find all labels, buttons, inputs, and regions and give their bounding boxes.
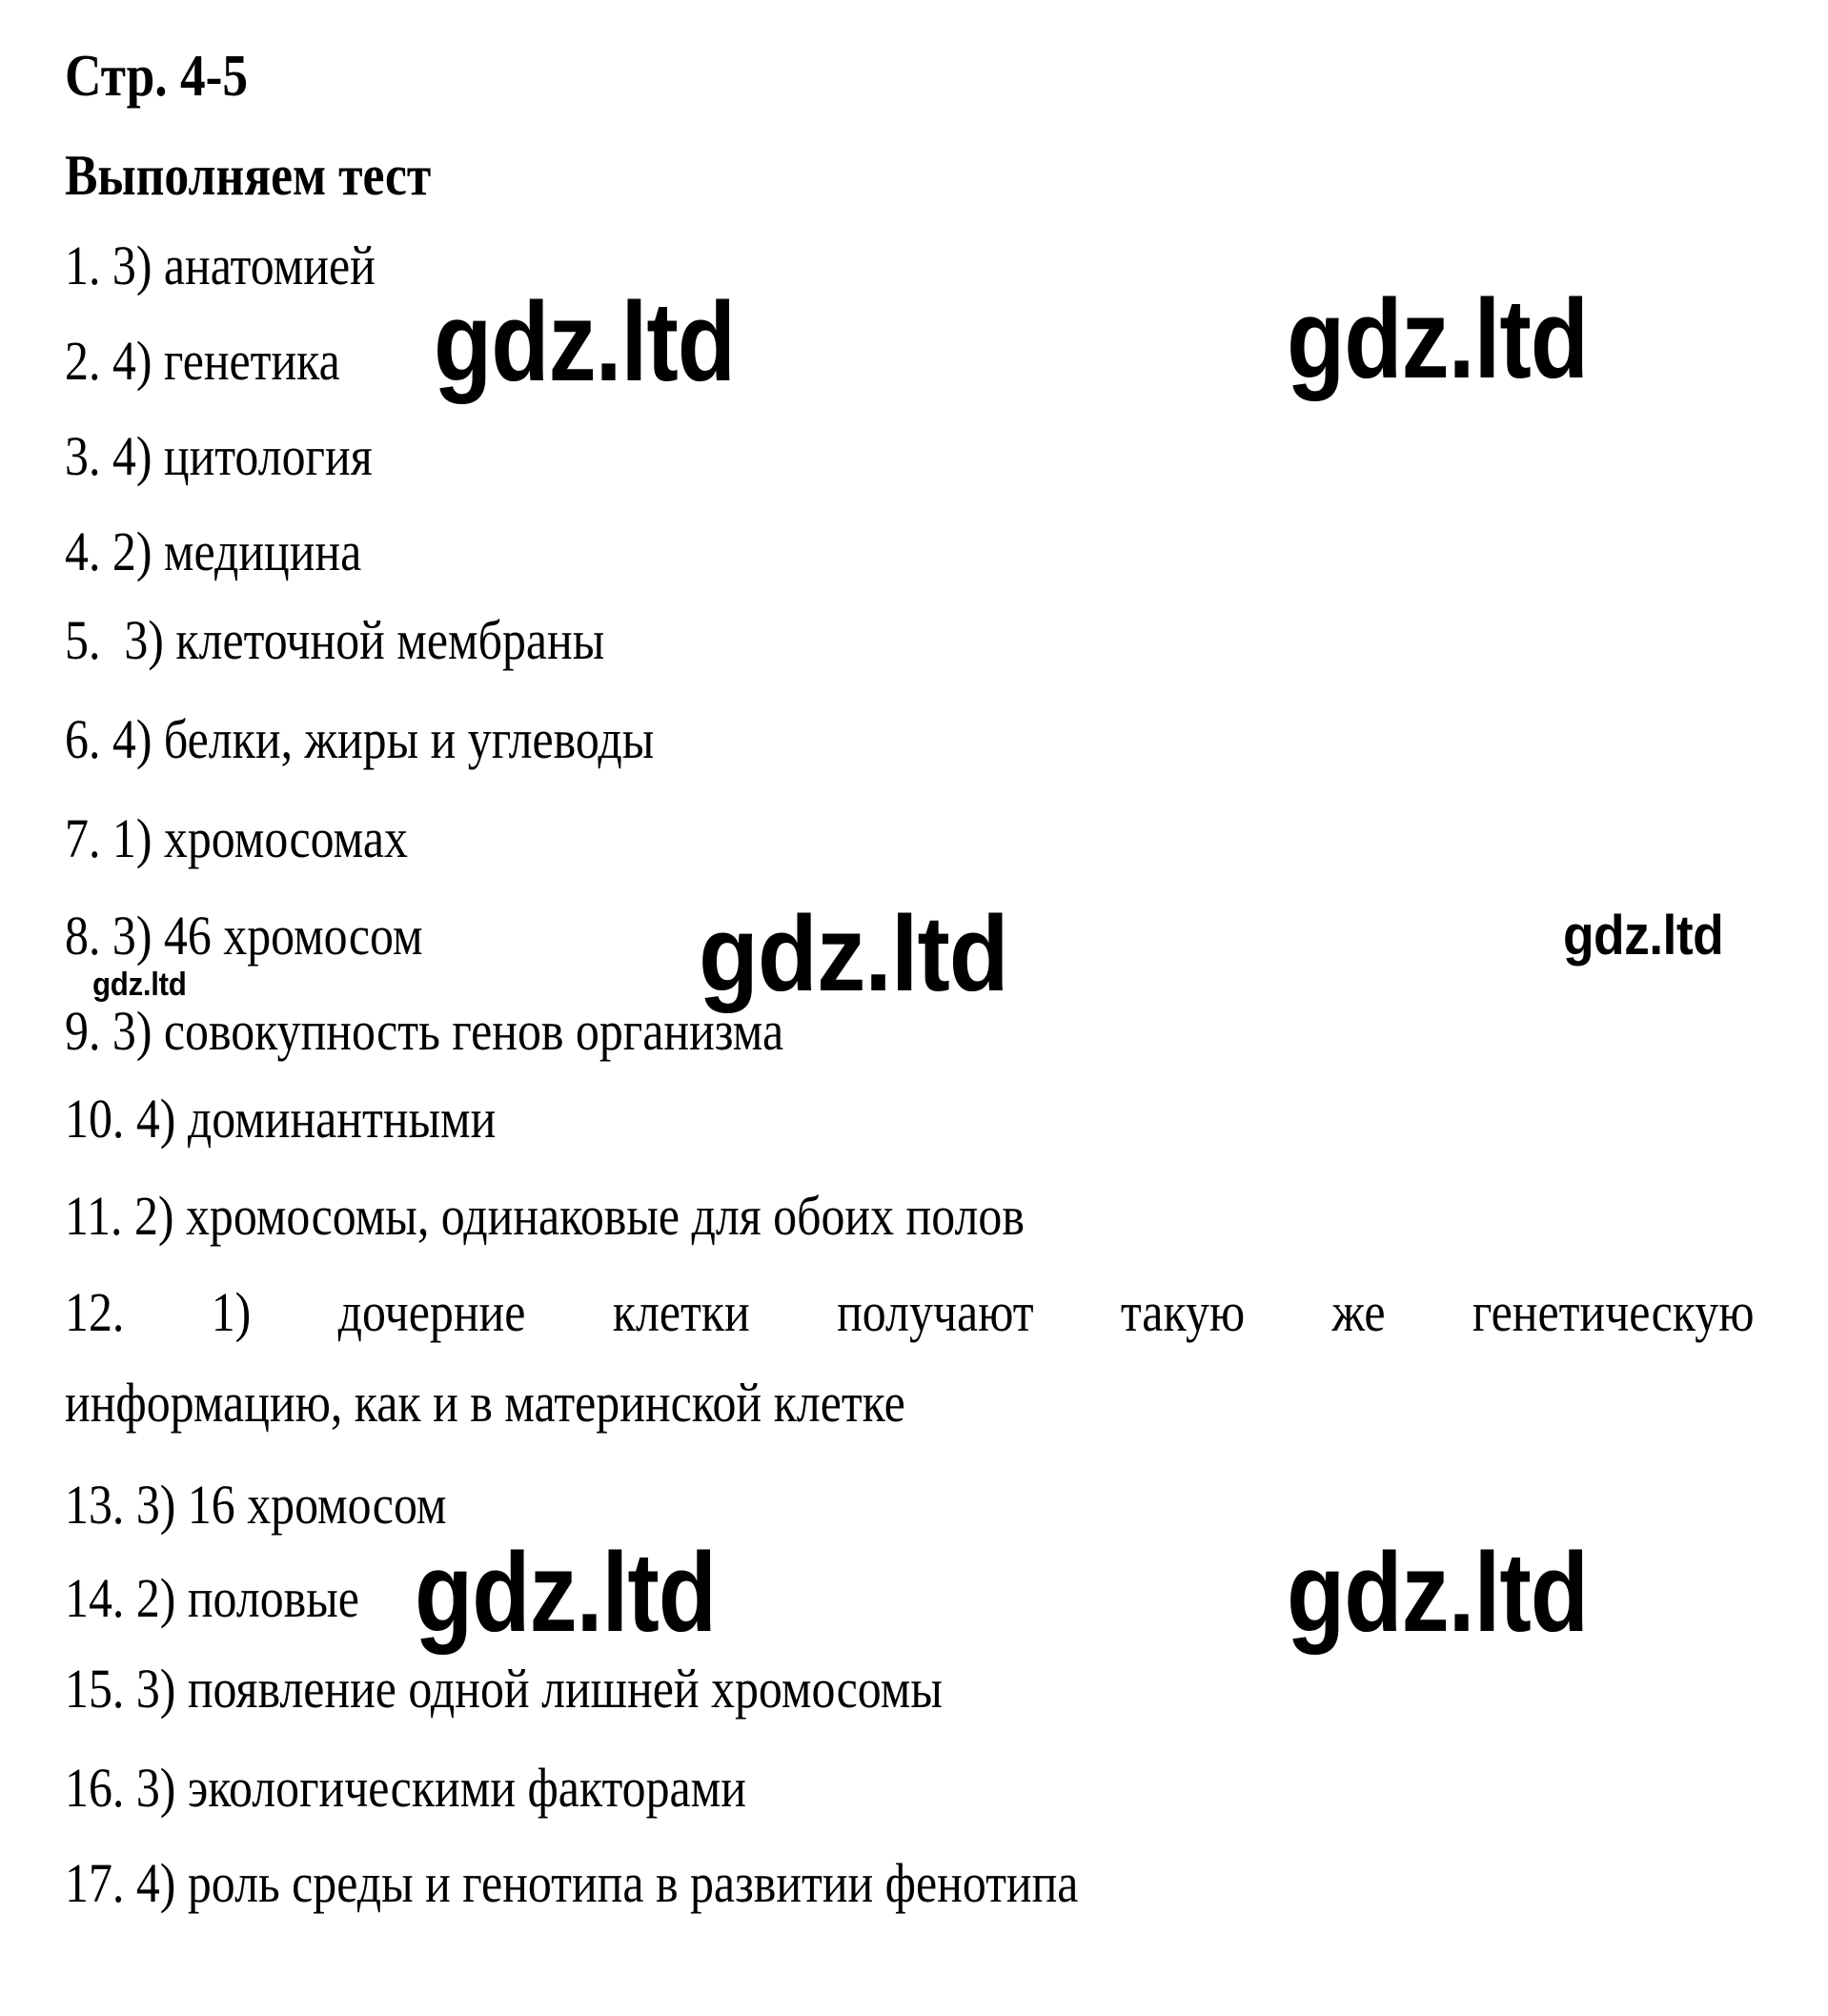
watermark-item8-left-tiny: gdz.ltd bbox=[92, 967, 187, 1003]
answer-line-2: 2. 4) генетика bbox=[65, 330, 340, 392]
page-title: Стр. 4-5 bbox=[65, 44, 249, 109]
watermark-item8-right-small: gdz.ltd bbox=[1563, 905, 1724, 967]
answer-line-1: 1. 3) анатомией bbox=[65, 234, 376, 296]
answer-line-16: 16. 3) экологическими факторами bbox=[65, 1757, 746, 1819]
answer-line-17: 17. 4) роль среды и генотипа в развитии фенотипа bbox=[65, 1852, 1079, 1914]
answer-line-11: 11. 2) хромосомы, одинаковые для обоих полов bbox=[65, 1185, 1025, 1247]
watermark-item2-left: gdz.ltd bbox=[434, 279, 736, 405]
answer-line-14: 14. 2) половые bbox=[65, 1567, 359, 1629]
watermark-item2-right: gdz.ltd bbox=[1287, 276, 1589, 402]
answer-line-8: 8. 3) 46 хромосом bbox=[65, 905, 423, 967]
answer-line-6: 6. 4) белки, жиры и углеводы bbox=[65, 708, 655, 770]
section-heading: Выполняем тест bbox=[65, 144, 432, 207]
answer-line-9: 9. 3) совокупность генов организма bbox=[65, 1000, 784, 1062]
watermark-item14-right: gdz.ltd bbox=[1287, 1530, 1589, 1656]
answer-line-12a: 12. 1) дочерние клетки получают такую же генетическую bbox=[65, 1281, 1755, 1343]
answer-line-7: 7. 1) хромосомах bbox=[65, 807, 408, 869]
watermark-item14-left: gdz.ltd bbox=[415, 1530, 717, 1656]
watermark-item8-center: gdz.ltd bbox=[699, 894, 1008, 1013]
answer-line-4: 4. 2) медицина bbox=[65, 520, 362, 582]
answer-line-12b: информацию, как и в материнской клетке bbox=[65, 1372, 905, 1434]
answer-line-5: 5. 3) клеточной мембраны bbox=[65, 609, 605, 671]
answer-line-13: 13. 3) 16 хромосом bbox=[65, 1474, 447, 1536]
answer-line-15: 15. 3) появление одной лишней хромосомы bbox=[65, 1658, 943, 1720]
answer-line-3: 3. 4) цитология bbox=[65, 425, 373, 487]
answer-line-10: 10. 4) доминантными bbox=[65, 1088, 497, 1150]
